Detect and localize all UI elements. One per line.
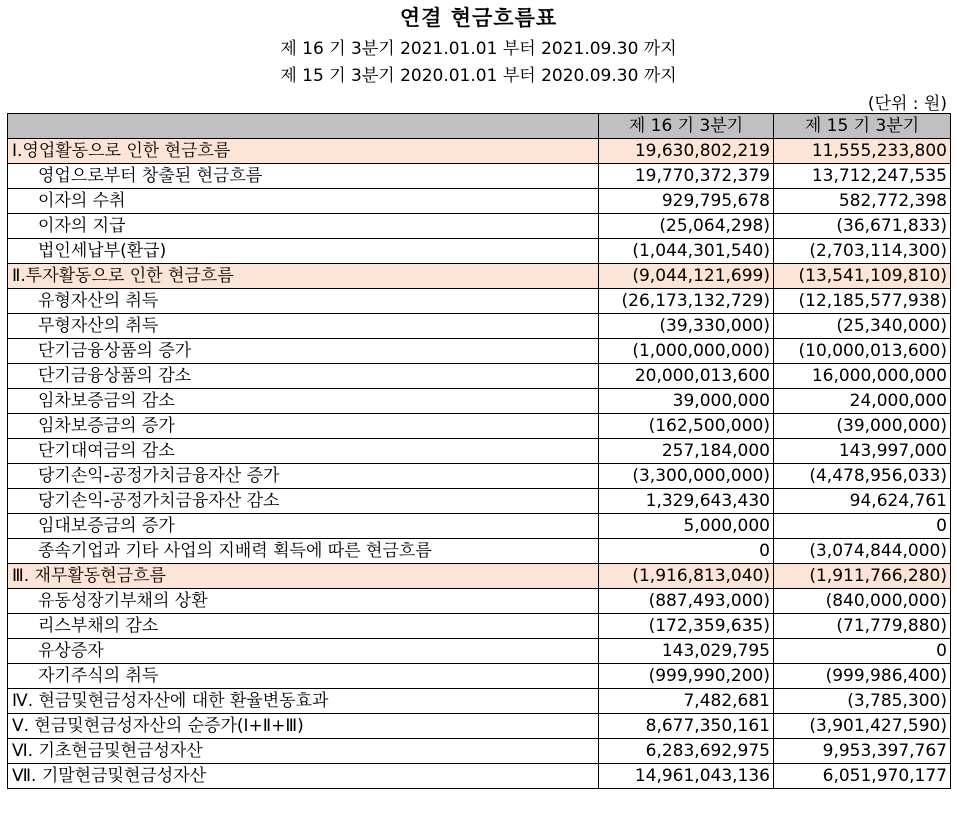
table-row — [8, 239, 951, 264]
row-current: (172,359,635) — [599, 614, 774, 639]
row-current: 20,000,013,600 — [599, 364, 774, 389]
row-label: 임차보증금의 증가 — [8, 414, 599, 439]
row-prior: 24,000,000 — [774, 389, 951, 414]
row-prior: (840,000,000) — [774, 589, 951, 614]
row-current: (1,916,813,040) — [599, 564, 774, 589]
table-row — [8, 189, 951, 214]
row-prior: 13,712,247,535 — [774, 164, 951, 189]
row-prior: (2,703,114,300) — [774, 239, 951, 264]
row-current: (1,000,000,000) — [599, 339, 774, 364]
statement-title: 연결 현금흐름표 — [399, 6, 558, 30]
row-current: (25,064,298) — [599, 214, 774, 239]
row-label: 리스부채의 감소 — [8, 614, 599, 639]
table-row — [8, 589, 951, 614]
row-current: (26,173,132,729) — [599, 289, 774, 314]
row-label: 유동성장기부채의 상환 — [8, 589, 599, 614]
row-prior: (3,901,427,590) — [774, 714, 951, 739]
table-row — [8, 714, 951, 739]
unit-label: (단위 : 원) — [867, 94, 947, 114]
row-prior: 16,000,000,000 — [774, 364, 951, 389]
row-prior: (25,340,000) — [774, 314, 951, 339]
row-current: 19,630,802,219 — [599, 139, 774, 164]
row-prior: (36,671,833) — [774, 214, 951, 239]
row-label: 단기금융상품의 증가 — [8, 339, 599, 364]
table-row — [8, 414, 951, 439]
row-prior: 582,772,398 — [774, 189, 951, 214]
row-label: 단기금융상품의 감소 — [8, 364, 599, 389]
table-row — [8, 664, 951, 689]
row-current: 143,029,795 — [599, 639, 774, 664]
row-current: (39,330,000) — [599, 314, 774, 339]
table-row — [8, 164, 951, 189]
row-current: 5,000,000 — [599, 514, 774, 539]
table-row — [8, 439, 951, 464]
row-label: 이자의 수취 — [8, 189, 599, 214]
row-label: Ⅶ. 기말현금및현금성자산 — [8, 764, 599, 789]
row-current: (887,493,000) — [599, 589, 774, 614]
row-prior: 6,051,970,177 — [774, 764, 951, 789]
row-current: (3,300,000,000) — [599, 464, 774, 489]
row-label: 임차보증금의 감소 — [8, 389, 599, 414]
row-prior: (3,074,844,000) — [774, 539, 951, 564]
row-label: 유형자산의 취득 — [8, 289, 599, 314]
row-prior: (3,785,300) — [774, 689, 951, 714]
period-current: 제 16 기 3분기 2021.01.01 부터 2021.09.30 까지 — [280, 39, 677, 59]
row-current: (1,044,301,540) — [599, 239, 774, 264]
row-current: 39,000,000 — [599, 389, 774, 414]
header-current-period: 제 16 기 3분기 — [599, 114, 774, 139]
row-label: 무형자산의 취득 — [8, 314, 599, 339]
row-prior: (12,185,577,938) — [774, 289, 951, 314]
row-current: 7,482,681 — [599, 689, 774, 714]
table-row — [8, 139, 951, 164]
cash-flow-table — [7, 113, 951, 789]
row-label: Ⅱ.투자활동으로 인한 현금흐름 — [8, 264, 599, 289]
header-blank — [8, 114, 599, 139]
row-label: Ⅵ. 기초현금및현금성자산 — [8, 739, 599, 764]
row-label: 임대보증금의 증가 — [8, 514, 599, 539]
row-label: 당기손익-공정가치금융자산 증가 — [8, 464, 599, 489]
table-row — [8, 264, 951, 289]
row-prior: 0 — [774, 514, 951, 539]
table-row — [8, 489, 951, 514]
row-label: Ⅴ. 현금및현금성자산의 순증가(Ⅰ+Ⅱ+Ⅲ) — [8, 714, 599, 739]
row-current: (162,500,000) — [599, 414, 774, 439]
row-current: 19,770,372,379 — [599, 164, 774, 189]
table-row — [8, 389, 951, 414]
row-prior: 11,555,233,800 — [774, 139, 951, 164]
row-label: 영업으로부터 창출된 현금흐름 — [8, 164, 599, 189]
row-label: 법인세납부(환급) — [8, 239, 599, 264]
row-label: 자기주식의 취득 — [8, 664, 599, 689]
row-label: 단기대여금의 감소 — [8, 439, 599, 464]
row-label: 종속기업과 기타 사업의 지배력 획득에 따른 현금흐름 — [8, 539, 599, 564]
table-row — [8, 614, 951, 639]
row-prior: (10,000,013,600) — [774, 339, 951, 364]
table-row — [8, 539, 951, 564]
period-prior: 제 15 기 3분기 2020.01.01 부터 2020.09.30 까지 — [280, 66, 677, 86]
table-row — [8, 739, 951, 764]
row-current: 6,283,692,975 — [599, 739, 774, 764]
row-prior: 143,997,000 — [774, 439, 951, 464]
row-current: 257,184,000 — [599, 439, 774, 464]
row-current: (9,044,121,699) — [599, 264, 774, 289]
table-row — [8, 339, 951, 364]
row-prior: 0 — [774, 639, 951, 664]
table-row — [8, 689, 951, 714]
row-prior: 94,624,761 — [774, 489, 951, 514]
row-current: (999,990,200) — [599, 664, 774, 689]
table-row — [8, 314, 951, 339]
row-prior: (1,911,766,280) — [774, 564, 951, 589]
row-current: 0 — [599, 539, 774, 564]
row-prior: (999,986,400) — [774, 664, 951, 689]
row-current: 14,961,043,136 — [599, 764, 774, 789]
table-row — [8, 564, 951, 589]
table-row — [8, 764, 951, 789]
row-current: 8,677,350,161 — [599, 714, 774, 739]
row-label: 유상증자 — [8, 639, 599, 664]
row-prior: (13,541,109,810) — [774, 264, 951, 289]
table-row — [8, 464, 951, 489]
row-prior: 9,953,397,767 — [774, 739, 951, 764]
row-current: 1,329,643,430 — [599, 489, 774, 514]
table-row — [8, 364, 951, 389]
row-label: Ⅳ. 현금및현금성자산에 대한 환율변동효과 — [8, 689, 599, 714]
header-prior-period: 제 15 기 3분기 — [774, 114, 951, 139]
row-label: 당기손익-공정가치금융자산 감소 — [8, 489, 599, 514]
table-header-row — [8, 114, 951, 139]
row-prior: (71,779,880) — [774, 614, 951, 639]
row-prior: (39,000,000) — [774, 414, 951, 439]
table-row — [8, 214, 951, 239]
row-current: 929,795,678 — [599, 189, 774, 214]
row-label: 이자의 지급 — [8, 214, 599, 239]
table-row — [8, 639, 951, 664]
table-row — [8, 514, 951, 539]
row-label: Ⅰ.영업활동으로 인한 현금흐름 — [8, 139, 599, 164]
row-prior: (4,478,956,033) — [774, 464, 951, 489]
row-label: Ⅲ. 재무활동현금흐름 — [8, 564, 599, 589]
table-row — [8, 289, 951, 314]
